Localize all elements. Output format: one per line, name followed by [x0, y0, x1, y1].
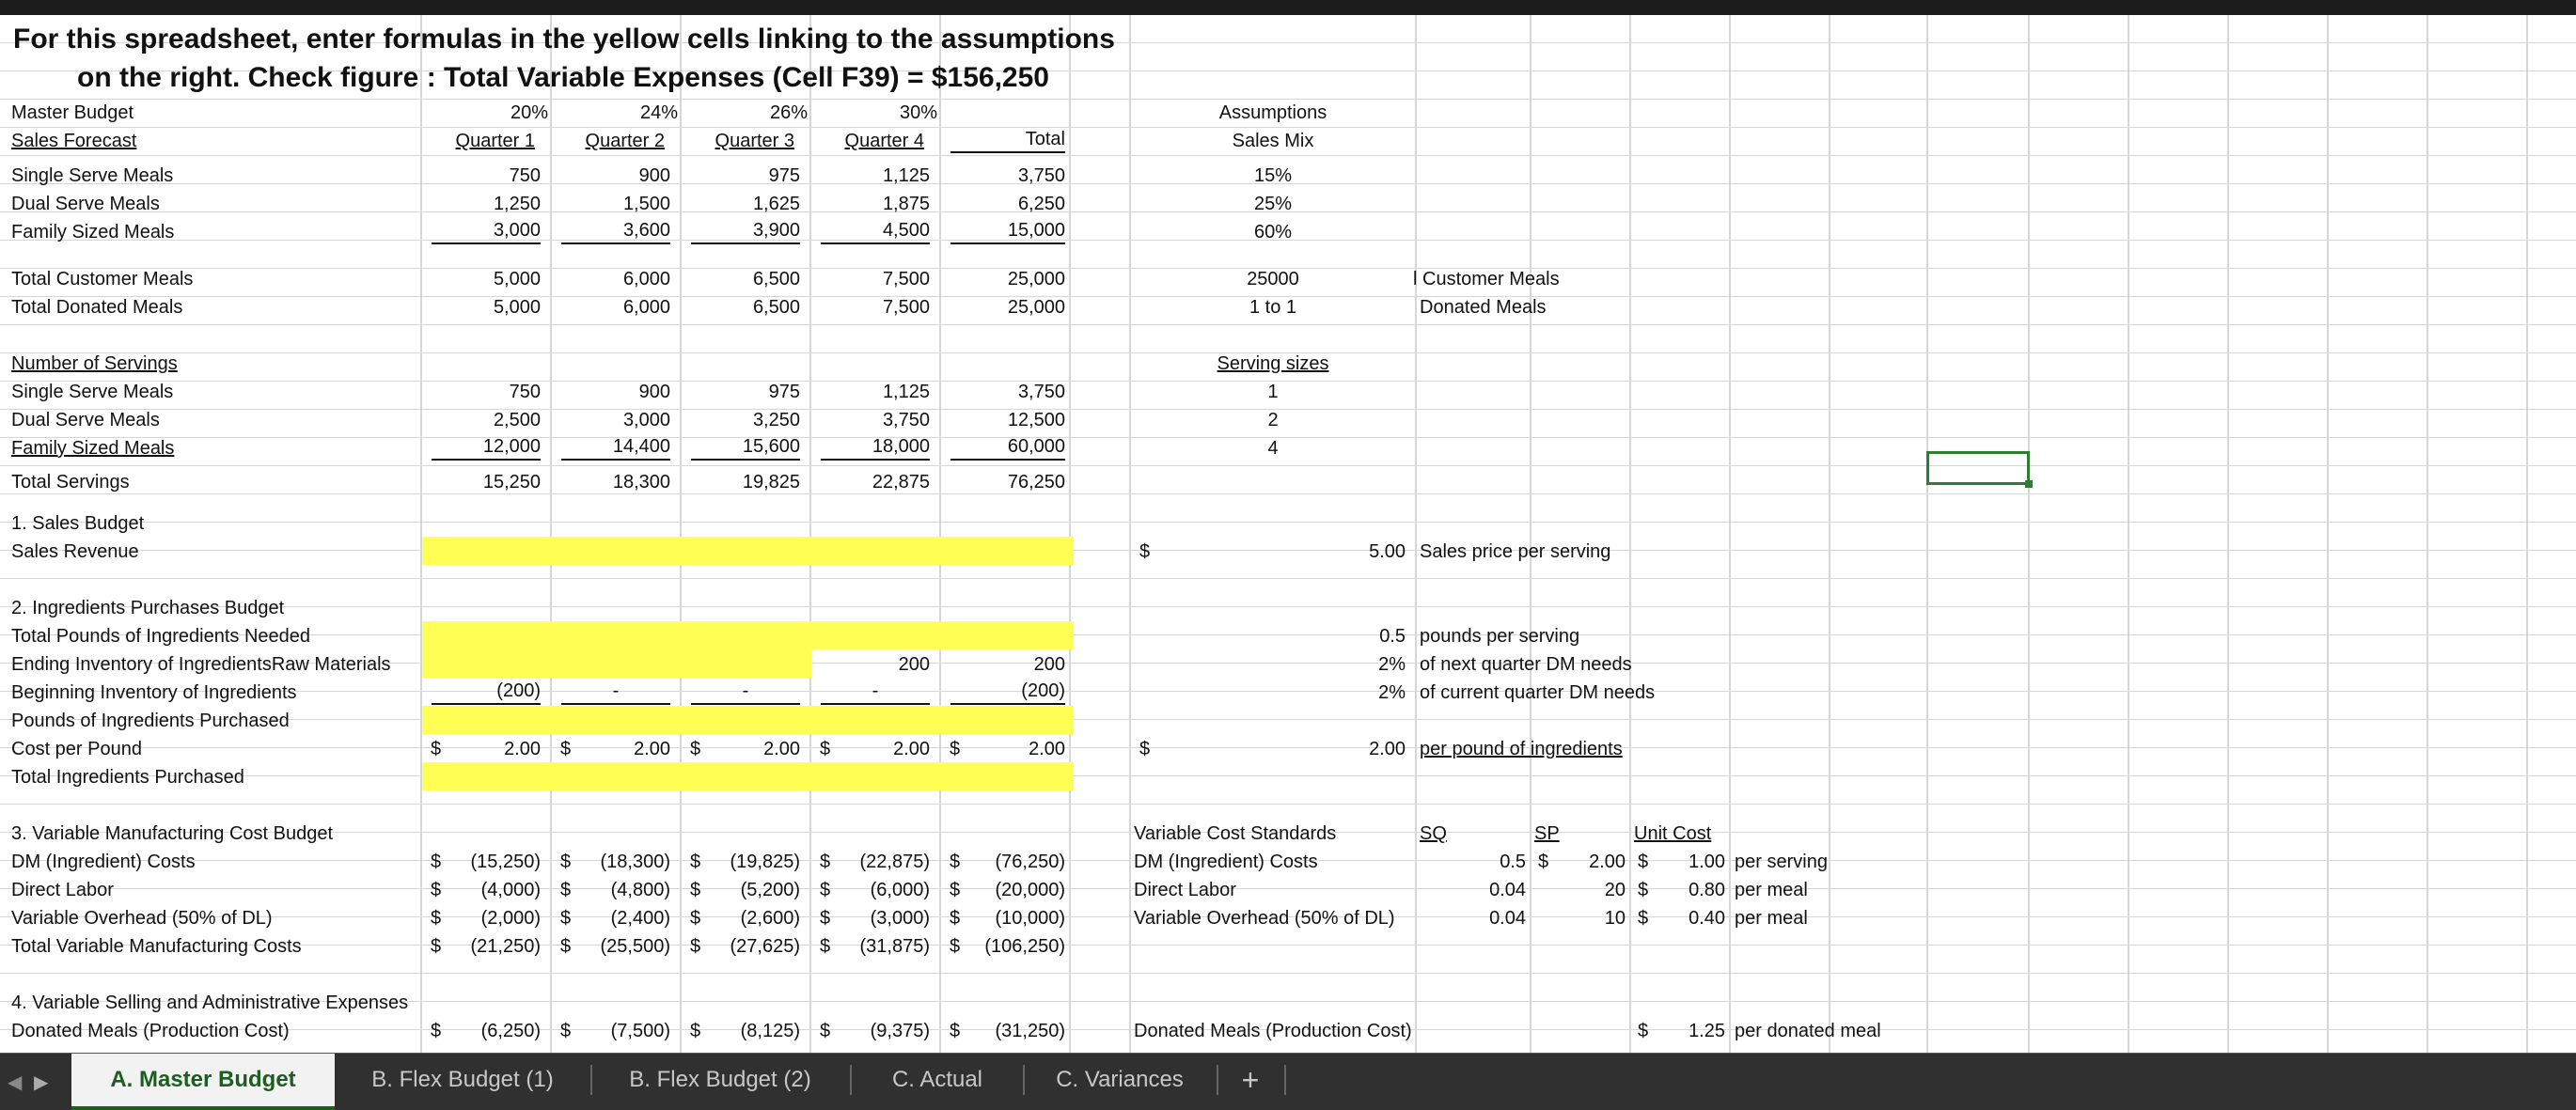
cell[interactable]: 1,875: [882, 194, 930, 214]
cell[interactable]: 18,300: [612, 472, 670, 492]
servings-header: Number of Servings: [11, 353, 178, 374]
row-label: Donated Meals (Production Cost): [11, 1021, 290, 1041]
cell[interactable]: 3,750: [1017, 165, 1065, 186]
dollar-sign: $: [950, 880, 961, 900]
unit-cost-value[interactable]: 1.00: [1689, 852, 1725, 872]
cell[interactable]: (3,000): [870, 908, 930, 929]
sq-value[interactable]: 0.04: [1489, 908, 1526, 929]
current-quarter-pct-label: of current quarter DM needs: [1420, 682, 1656, 703]
tab-actual[interactable]: C. Actual: [891, 1067, 983, 1092]
dollar-sign: $: [1638, 880, 1649, 900]
row-label: Total Variable Manufacturing Costs: [11, 936, 302, 957]
scroll-left-icon[interactable]: ◀: [8, 1072, 23, 1093]
tab-divider: [1217, 1065, 1218, 1095]
cell[interactable]: 6,500: [752, 297, 800, 318]
sq-value[interactable]: 0.04: [1489, 880, 1526, 900]
sp-value[interactable]: 2.00: [1589, 852, 1626, 872]
tab-divider: [1023, 1065, 1025, 1095]
cell[interactable]: 3,750: [1017, 382, 1065, 402]
row-label: Dual Serve Meals: [11, 410, 160, 430]
row-label: Variable Overhead (50% of DL): [11, 908, 273, 929]
per-unit-label: per meal: [1735, 908, 1808, 929]
cell[interactable]: 15,600: [691, 434, 800, 461]
dollar-sign: $: [560, 908, 572, 929]
dollar-sign: $: [950, 936, 961, 957]
selected-cell[interactable]: [1926, 451, 2030, 485]
dollar-sign: $: [560, 852, 572, 872]
dollar-sign: $: [820, 908, 831, 929]
dollar-sign: $: [560, 880, 572, 900]
row-label: Family Sized Meals: [11, 222, 175, 242]
cell[interactable]: 1,125: [882, 165, 930, 186]
cell[interactable]: -: [691, 679, 800, 705]
dollar-sign: $: [950, 908, 961, 929]
cell[interactable]: (22,875): [859, 852, 930, 872]
cell[interactable]: (15,250): [470, 852, 541, 872]
cell[interactable]: 6,500: [752, 269, 800, 289]
cell[interactable]: 18,000: [821, 434, 930, 461]
dollar-sign: $: [820, 852, 831, 872]
dollar-sign: $: [431, 1021, 442, 1041]
cell[interactable]: 3,250: [752, 410, 800, 430]
cell[interactable]: 2.00: [763, 739, 800, 759]
dollar-sign: $: [820, 936, 831, 957]
unit-cost-value[interactable]: 0.40: [1689, 908, 1725, 929]
sales-mix-label: Sales Mix: [1232, 131, 1314, 151]
cell[interactable]: 1,250: [493, 194, 541, 214]
cell[interactable]: (2,000): [480, 908, 541, 929]
ending-inventory-input-cells[interactable]: [422, 649, 811, 678]
cell[interactable]: 7,500: [882, 297, 930, 318]
cell[interactable]: (6,250): [480, 1021, 541, 1041]
dollar-sign: $: [1638, 1021, 1649, 1041]
customer-meals-value[interactable]: 25000: [1247, 269, 1299, 289]
row-label: Total Customer Meals: [11, 269, 194, 289]
pct-q1: 20%: [510, 102, 548, 123]
cell[interactable]: 14,400: [561, 434, 670, 461]
sales-revenue-input-cells[interactable]: [422, 537, 1074, 565]
mix-value[interactable]: 25%: [1253, 194, 1293, 214]
dollar-sign: $: [690, 1021, 701, 1041]
cell[interactable]: 12,500: [1007, 410, 1065, 430]
row-label: Dual Serve Meals: [11, 194, 160, 214]
unit-cost-header: Unit Cost: [1634, 823, 1712, 844]
cell[interactable]: (27,625): [730, 936, 800, 957]
dollar-sign: $: [431, 739, 442, 759]
cell[interactable]: (106,250): [984, 936, 1065, 957]
cell[interactable]: (4,000): [480, 880, 541, 900]
mix-value[interactable]: 60%: [1253, 222, 1293, 242]
serving-size-value[interactable]: 4: [1267, 438, 1279, 459]
sales-price-label: Sales price per serving: [1420, 541, 1611, 562]
sp-value[interactable]: 20: [1604, 880, 1626, 900]
row-label: Cost per Pound: [11, 739, 142, 759]
total-ingredients-input-cells[interactable]: [422, 762, 1074, 790]
donated-cost-per-label: per donated meal: [1735, 1021, 1881, 1041]
standard-label: Variable Overhead (50% of DL): [1134, 908, 1395, 929]
dollar-sign: $: [431, 880, 442, 900]
sq-value[interactable]: 0.5: [1500, 852, 1526, 872]
dollar-sign: $: [690, 852, 701, 872]
cost-per-pound-value[interactable]: 2.00: [1369, 739, 1406, 759]
add-sheet-button[interactable]: +: [1241, 1063, 1260, 1097]
sheet-tab-bar: [0, 1053, 2576, 1110]
quarter-3-header: Quarter 3: [715, 131, 794, 151]
donated-ratio-value[interactable]: 1 to 1: [1249, 297, 1297, 318]
row-label: Pounds of Ingredients Purchased: [11, 711, 290, 731]
cell[interactable]: (25,500): [600, 936, 670, 957]
dollar-sign: $: [431, 908, 442, 929]
sales-price-value[interactable]: 5.00: [1369, 541, 1406, 562]
cell[interactable]: 2.00: [1029, 739, 1065, 759]
pct-q3: 26%: [769, 102, 808, 123]
cell[interactable]: 750: [509, 165, 541, 186]
donated-cost-value[interactable]: 1.25: [1689, 1021, 1725, 1041]
cell[interactable]: (31,875): [859, 936, 930, 957]
cell[interactable]: 76,250: [1007, 472, 1065, 492]
tab-divider: [590, 1065, 592, 1095]
serving-size-value[interactable]: 1: [1267, 382, 1279, 402]
per-unit-label: per serving: [1735, 852, 1828, 872]
quarter-1-header: Quarter 1: [455, 131, 535, 151]
dollar-sign: $: [560, 936, 572, 957]
serving-sizes-label: Serving sizes: [1217, 353, 1329, 374]
cell[interactable]: -: [821, 679, 930, 705]
cell[interactable]: 975: [768, 382, 800, 402]
sp-value[interactable]: 10: [1604, 908, 1626, 929]
total-header: Total: [950, 127, 1065, 153]
cell[interactable]: 2.00: [504, 739, 541, 759]
tab-divider: [1284, 1065, 1286, 1095]
donated-cost-label: Donated Meals (Production Cost): [1134, 1021, 1412, 1041]
cell[interactable]: 200: [898, 654, 930, 675]
cell[interactable]: 25,000: [1007, 269, 1065, 289]
cell[interactable]: 2,500: [493, 410, 541, 430]
standards-title: Variable Cost Standards: [1134, 823, 1337, 844]
cell[interactable]: (21,250): [470, 936, 541, 957]
cell[interactable]: 25,000: [1007, 297, 1065, 318]
row-label: Total Donated Meals: [11, 297, 183, 318]
pounds-needed-input-cells[interactable]: [422, 621, 1074, 649]
cell[interactable]: (19,825): [730, 852, 800, 872]
dollar-sign: $: [820, 1021, 831, 1041]
current-quarter-pct-value[interactable]: 2%: [1378, 682, 1406, 703]
cell[interactable]: 3,000: [432, 218, 541, 244]
quarter-4-header: Quarter 4: [844, 131, 924, 151]
cell[interactable]: (8,125): [740, 1021, 800, 1041]
cell[interactable]: (7,500): [610, 1021, 670, 1041]
row-label: Total Pounds of Ingredients Needed: [11, 626, 310, 647]
cell[interactable]: (18,300): [600, 852, 670, 872]
cell[interactable]: (2,600): [740, 908, 800, 929]
dollar-sign: $: [690, 936, 701, 957]
quarter-2-header: Quarter 2: [585, 131, 665, 151]
sp-header: SP: [1534, 823, 1560, 844]
cell[interactable]: 6,000: [622, 269, 670, 289]
dollar-sign: $: [560, 739, 572, 759]
cell[interactable]: 200: [1033, 654, 1065, 675]
dollar-sign: $: [431, 936, 442, 957]
cell[interactable]: (6,000): [870, 880, 930, 900]
standard-label: Direct Labor: [1134, 880, 1236, 900]
dollar-sign: $: [950, 852, 961, 872]
dollar-sign: $: [690, 880, 701, 900]
tab-variances[interactable]: C. Variances: [1056, 1067, 1184, 1092]
cell[interactable]: 750: [509, 382, 541, 402]
row-label: Family Sized Meals: [11, 438, 175, 459]
cell[interactable]: 975: [768, 165, 800, 186]
pct-q2: 24%: [639, 102, 678, 123]
cell[interactable]: 900: [638, 165, 670, 186]
dollar-sign: $: [1638, 908, 1649, 929]
customer-meals-label: l Customer Meals: [1413, 269, 1560, 289]
cell[interactable]: 3,000: [622, 410, 670, 430]
cell[interactable]: 1,625: [752, 194, 800, 214]
cell[interactable]: 22,875: [872, 472, 930, 492]
column-header-bar: [0, 0, 2576, 15]
cell[interactable]: -: [561, 679, 670, 705]
sales-revenue-label: Sales Revenue: [11, 541, 139, 562]
cell[interactable]: 1,500: [622, 194, 670, 214]
cell[interactable]: (9,375): [870, 1021, 930, 1041]
dollar-sign: $: [1139, 541, 1151, 562]
pounds-per-serving-value[interactable]: 0.5: [1379, 626, 1406, 647]
master-budget-label: Master Budget: [11, 102, 134, 123]
instructions-line-1: For this spreadsheet, enter formulas in the yellow cells linking to the assumptions: [13, 23, 1115, 55]
dollar-sign: $: [431, 852, 442, 872]
cell[interactable]: (2,400): [610, 908, 670, 929]
sq-header: SQ: [1420, 823, 1447, 844]
cell[interactable]: 15,250: [482, 472, 541, 492]
cell[interactable]: 2.00: [893, 739, 930, 759]
dollar-sign: $: [950, 1021, 961, 1041]
row-label: Single Serve Meals: [11, 165, 174, 186]
dollar-sign: $: [690, 908, 701, 929]
tab-flex-budget-2[interactable]: B. Flex Budget (2): [629, 1067, 811, 1092]
cell[interactable]: 3,600: [561, 218, 670, 244]
cell[interactable]: 3,750: [882, 410, 930, 430]
cell[interactable]: 6,000: [622, 297, 670, 318]
cell[interactable]: (4,800): [610, 880, 670, 900]
dollar-sign: $: [1139, 739, 1151, 759]
unit-cost-value[interactable]: 0.80: [1689, 880, 1725, 900]
next-quarter-pct-value[interactable]: 2%: [1378, 654, 1406, 675]
cell[interactable]: (31,250): [995, 1021, 1065, 1041]
sales-forecast-label: Sales Forecast: [11, 131, 137, 151]
dollar-sign: $: [820, 880, 831, 900]
ingredients-header: 2. Ingredients Purchases Budget: [11, 598, 285, 618]
assumptions-title: Assumptions: [1218, 102, 1327, 123]
cost-per-pound-label: per pound of ingredients: [1420, 739, 1623, 759]
cell[interactable]: (200): [432, 679, 541, 705]
cell[interactable]: 12,000: [432, 434, 541, 461]
variable-mfg-header: 3. Variable Manufacturing Cost Budget: [11, 823, 334, 844]
cell[interactable]: 60,000: [950, 434, 1065, 461]
dollar-sign: $: [820, 739, 831, 759]
row-label: DM (Ingredient) Costs: [11, 852, 196, 872]
standard-label: DM (Ingredient) Costs: [1134, 852, 1318, 872]
cell[interactable]: 5,000: [493, 297, 541, 318]
cell[interactable]: (200): [950, 679, 1065, 705]
cell[interactable]: (20,000): [995, 880, 1065, 900]
cell[interactable]: 900: [638, 382, 670, 402]
cell[interactable]: (10,000): [995, 908, 1065, 929]
row-label: Single Serve Meals: [11, 382, 174, 402]
pct-q4: 30%: [899, 102, 937, 123]
dollar-sign: $: [950, 739, 961, 759]
next-quarter-pct-label: of next quarter DM needs: [1420, 654, 1632, 675]
pounds-purchased-input-cells[interactable]: [422, 706, 1074, 734]
cell[interactable]: 7,500: [882, 269, 930, 289]
row-label: Total Ingredients Purchased: [11, 767, 244, 788]
per-unit-label: per meal: [1735, 880, 1808, 900]
tab-master-budget[interactable]: A. Master Budget: [71, 1054, 335, 1110]
row-label: Ending Inventory of IngredientsRaw Materials: [11, 654, 391, 675]
dollar-sign: $: [690, 739, 701, 759]
cell[interactable]: 15,000: [950, 218, 1065, 244]
cell[interactable]: 3,900: [691, 218, 800, 244]
serving-size-value[interactable]: 2: [1267, 410, 1279, 430]
scroll-right-icon[interactable]: ▶: [34, 1072, 49, 1093]
instructions-line-2: on the right. Check figure : Total Variable Expenses (Cell F39) = $156,250: [77, 62, 1049, 93]
row-label: Beginning Inventory of Ingredients: [11, 682, 297, 703]
cell[interactable]: 4,500: [821, 218, 930, 244]
cell[interactable]: (76,250): [995, 852, 1065, 872]
dollar-sign: $: [560, 1021, 572, 1041]
row-label: Direct Labor: [11, 880, 114, 900]
dollar-sign: $: [1638, 852, 1649, 872]
cell[interactable]: 2.00: [634, 739, 670, 759]
sales-budget-header: 1. Sales Budget: [11, 513, 145, 534]
tab-divider: [850, 1065, 852, 1095]
selling-header: 4. Variable Selling and Administrative Expenses: [11, 993, 409, 1013]
cell[interactable]: (5,200): [740, 880, 800, 900]
cell[interactable]: 5,000: [493, 269, 541, 289]
row-label: Total Servings: [11, 472, 130, 492]
donated-meals-label: Donated Meals: [1420, 297, 1547, 318]
cell[interactable]: 19,825: [742, 472, 800, 492]
spreadsheet-grid[interactable]: [0, 15, 2576, 1053]
cell[interactable]: 6,250: [1017, 194, 1065, 214]
tab-flex-budget-1[interactable]: B. Flex Budget (1): [371, 1067, 554, 1092]
pounds-per-serving-label: pounds per serving: [1420, 626, 1580, 647]
sp-dollar: $: [1538, 852, 1549, 872]
mix-value[interactable]: 15%: [1253, 165, 1293, 186]
cell[interactable]: 1,125: [882, 382, 930, 402]
